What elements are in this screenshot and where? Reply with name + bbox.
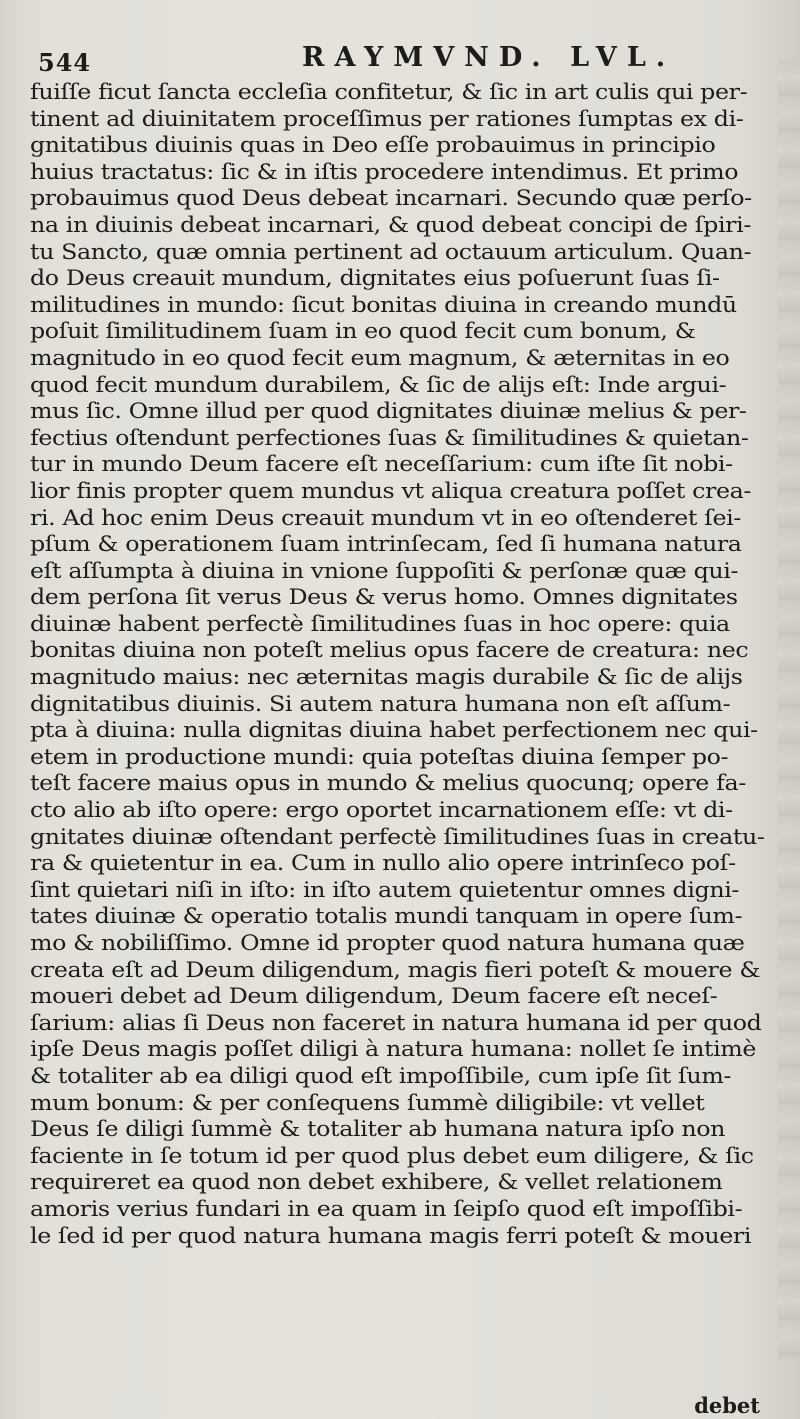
text-line: tates diuinæ & operatio totalis mundi tanquam in opere ſum- [30,903,743,929]
text-line: cto alio ab iſto opere: ergo oportet incarnationem eſſe: vt di- [30,797,733,823]
text-line: creata eſt ad Deum diligendum, magis fieri poteſt & mouere & [30,956,761,982]
text-line: bonitas diuina non poteſt melius opus facere de creatura: nec [30,637,749,663]
text-line: ipſe Deus magis poſſet diligi à natura humana: nollet ſe intimè [30,1036,757,1062]
text-line: tur in mundo Deum facere eſt neceſſarium: cum iſte ſit nobi- [30,451,733,477]
text-line: teſt facere maius opus in mundo & melius quocunq; opere fa- [30,770,746,796]
text-line: magnitudo in eo quod fecit eum magnum, & æternitas in eo [30,344,730,370]
text-line: fectius oſtendunt perfectiones ſuas & ſimilitudines & quietan- [30,424,749,450]
text-line: etem in productione mundi: quia poteſtas diuina ſemper po- [30,743,729,769]
text-line: quod fecit mundum durabilem, & ſic de alijs eſt: Inde argui- [30,371,727,397]
text-line: ra & quietentur in ea. Cum in nullo alio opere intrinſeco poſ- [30,850,736,876]
page-edge-shadow [778,60,800,1360]
text-line: tu Sancto, quæ omnia pertinent ad octauum articulum. Quan- [30,238,752,264]
text-line: ſarium: alias ſi Deus non faceret in natura humana id per quod [30,1009,762,1035]
text-line: moueri debet ad Deum diligendum, Deum facere eſt neceſ- [30,983,718,1009]
text-line: requireret ea quod non debet exhibere, & vellet relationem [30,1169,723,1195]
text-line: dignitatibus diuinis. Si autem natura humana non eſt aſſum- [30,690,731,716]
text-line: pſum & operationem ſuam intrinſecam, ſed ſi humana natura [30,531,742,557]
text-line: huius tractatus: ſic & in iſtis procedere intendimus. Et primo [30,158,739,184]
text-line: Deus ſe diligi ſummè & totaliter ab humana natura ipſo non [30,1116,726,1142]
text-line: tinent ad diuinitatem proceſſimus per rationes ſumptas ex di- [30,105,744,131]
text-line: pta à diuina: nulla dignitas diuina habet perfectionem nec qui- [30,717,758,743]
text-line: le ſed id per quod natura humana magis ferri poteſt & moueri [30,1222,752,1248]
text-line: militudines in mundo: ſicut bonitas diuina in creando mundū [30,291,737,317]
text-line: poſuit ſimilitudinem ſuam in eo quod fecit cum bonum, & [30,318,696,344]
text-line: magnitudo maius: nec æternitas magis durabile & ſic de alijs [30,664,743,690]
text-line: mus ſic. Omne illud per quod dignitates diuinæ melius & per- [30,398,747,424]
text-line: do Deus creauit mundum, dignitates eius poſuerunt ſuas ſi- [30,265,720,291]
text-line: ſint quietari niſi in iſto: in iſto autem quietentur omnes digni- [30,876,740,902]
text-line: gnitates diuinæ oſtendant perfectè ſimilitudines ſuas in creatu- [30,823,765,849]
text-line: lior finis propter quem mundus vt aliqua creatura poſſet crea- [30,477,751,503]
page-number: 544 [38,48,92,77]
text-line: gnitatibus diuinis quas in Deo eſſe probauimus in principio [30,132,716,158]
text-line: dem perſona ſit verus Deus & verus homo. Omnes dignitates [30,584,738,610]
text-line: fuiſſe ficut ſancta eccleſia confitetur, & ſic in art culis qui per- [30,79,748,104]
running-head: RAYMVND. LVL. [302,42,676,73]
body-text [30,79,772,1249]
text-line: mum bonum: & per conſequens ſummè diligibile: vt vellet [30,1089,705,1115]
text-line: diuinæ habent perfectè ſimilitudines ſuas in hoc opere: quia [30,610,730,636]
text-line: na in diuinis debeat incarnari, & quod debeat concipi de ſpiri- [30,211,751,237]
text-line: mo & nobiliſſimo. Omne id propter quod natura humana quæ [30,930,745,955]
catchword: debet [694,1393,760,1418]
text-line: & totaliter ab ea diligi quod eſt impoſſibile, cum ipſe ſit ſum- [30,1062,732,1088]
text-line: amoris verius fundari in ea quam in ſeipſo quod eſt impoſſibi- [30,1195,743,1221]
text-line: faciente in ſe totum id per quod plus debet eum diligere, & ſic [30,1142,754,1168]
page-header [38,42,778,82]
text-line: probauimus quod Deus debeat incarnari. Secundo quæ perſo- [30,185,752,211]
text-line: ri. Ad hoc enim Deus creauit mundum vt in eo oſtenderet ſei- [30,504,742,530]
text-line: eſt aſſumpta à diuina in vnione ſuppoſiti & perſonæ quæ qui- [30,557,739,583]
